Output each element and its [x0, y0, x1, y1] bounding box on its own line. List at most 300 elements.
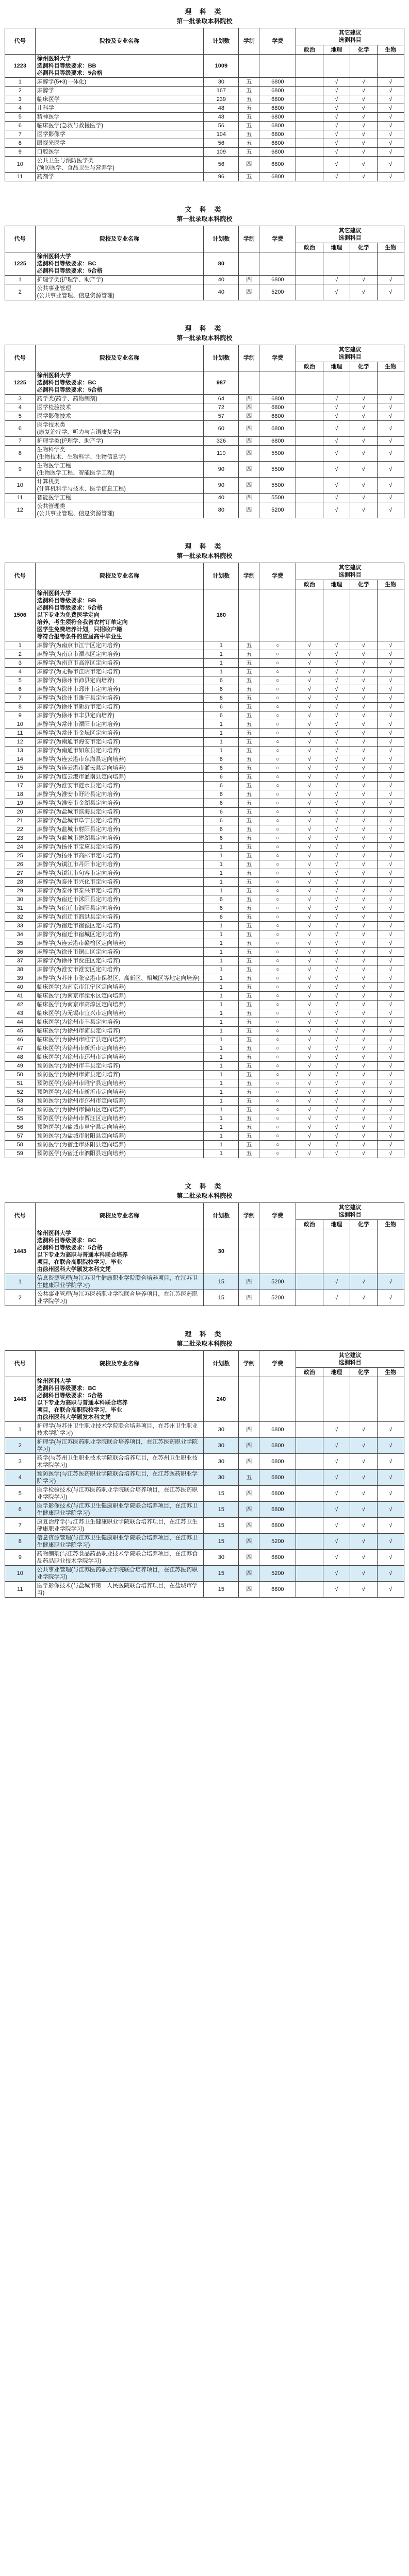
major-plan: 1	[204, 860, 239, 869]
major-no: 21	[5, 817, 36, 825]
subject-check: √	[350, 276, 377, 284]
major-plan: 1	[204, 887, 239, 895]
subject-check: √	[377, 869, 404, 878]
major-row	[5, 446, 404, 462]
subject-check: √	[296, 1132, 323, 1141]
subject-check: √	[323, 462, 350, 478]
subject-check: √	[323, 1486, 350, 1502]
major-no: 2	[5, 1290, 36, 1306]
subject-check: √	[350, 799, 377, 808]
major-fee: ○	[259, 878, 296, 887]
header-subject: 政治	[296, 45, 323, 55]
major-no: 4	[5, 403, 36, 412]
subject-check: √	[296, 755, 323, 764]
major-row	[5, 1062, 404, 1071]
subject-check	[296, 130, 323, 139]
category-title: 文 科 类	[185, 206, 224, 213]
subject-check: √	[377, 852, 404, 860]
subject-check: √	[296, 782, 323, 790]
subject-check: √	[350, 913, 377, 922]
subject-check: √	[377, 1027, 404, 1036]
subject-check: √	[323, 421, 350, 437]
school-plan: 240	[204, 1377, 239, 1422]
major-years: 五	[239, 148, 259, 157]
plan-table	[5, 28, 404, 181]
subject-check: √	[323, 1566, 350, 1582]
major-fee: ○	[259, 764, 296, 773]
major-no: 10	[5, 157, 36, 173]
subject-check: √	[296, 799, 323, 808]
subject-check	[296, 1290, 323, 1306]
subject-check: √	[350, 478, 377, 494]
major-fee: 6800	[259, 113, 296, 122]
school-plan: 30	[204, 1229, 239, 1274]
major-fee: 5200	[259, 1566, 296, 1582]
major-plan: 90	[204, 462, 239, 478]
header-subject: 化学	[350, 243, 377, 252]
header-other-bottom: 选测科目	[338, 572, 362, 578]
subject-check: √	[323, 790, 350, 799]
subject-check: √	[377, 659, 404, 668]
subject-check: √	[350, 1290, 377, 1306]
subject-check: √	[350, 729, 377, 738]
subject-check: √	[377, 1290, 404, 1306]
major-years: 五	[239, 676, 259, 685]
subject-check	[296, 478, 323, 494]
empty-cell	[377, 1377, 404, 1422]
subject-check: √	[377, 676, 404, 685]
subject-check: √	[323, 1502, 350, 1518]
batch-title: 第二批录取本科院校	[176, 1340, 233, 1347]
subject-check: √	[350, 711, 377, 720]
major-years: 四	[239, 284, 259, 300]
subject-check: √	[350, 694, 377, 703]
school-name	[35, 55, 204, 78]
header-other-bottom: 选测科目	[338, 235, 362, 241]
subject-check: √	[350, 1062, 377, 1071]
subject-check: √	[377, 1106, 404, 1114]
subject-check: √	[377, 437, 404, 446]
major-fee: ○	[259, 808, 296, 817]
subject-check: √	[296, 834, 323, 843]
major-years: 五	[239, 1088, 259, 1097]
major-years: 五	[239, 641, 259, 650]
subject-check: √	[323, 446, 350, 462]
subject-check: √	[377, 1009, 404, 1018]
major-plan: 15	[204, 1502, 239, 1518]
subject-check: √	[377, 1053, 404, 1062]
major-name: 护理学类(护理学、助产学)	[35, 437, 204, 446]
major-years: 五	[239, 1097, 259, 1106]
major-name: 麻醉学(为南通市如东县定向培养)	[35, 747, 204, 755]
subject-check: √	[323, 641, 350, 650]
major-no: 39	[5, 974, 36, 983]
subject-check: √	[350, 1018, 377, 1027]
plan-section	[5, 542, 404, 1158]
header-plan: 计划数	[204, 28, 239, 55]
major-fee: ○	[259, 1018, 296, 1027]
subject-check	[296, 403, 323, 412]
header-subject: 政治	[296, 243, 323, 252]
subject-check: √	[323, 834, 350, 843]
major-name: 医学影像学	[35, 130, 204, 139]
major-plan: 56	[204, 139, 239, 148]
major-fee: 6800	[259, 130, 296, 139]
major-plan: 1	[204, 1036, 239, 1044]
subject-check: √	[323, 1018, 350, 1027]
major-years: 五	[239, 729, 259, 738]
major-row	[5, 139, 404, 148]
subject-check: √	[296, 1062, 323, 1071]
major-years: 五	[239, 1079, 259, 1088]
subject-check: √	[377, 808, 404, 817]
major-years: 四	[239, 494, 259, 502]
major-name: 公共事业管理 (公共事业管理、信息资源管理)	[35, 284, 204, 300]
major-plan: 96	[204, 173, 239, 181]
major-name: 麻醉学(为徐州市沛县定向培养)	[35, 676, 204, 685]
subject-check: √	[377, 1071, 404, 1079]
subject-check: √	[377, 1502, 404, 1518]
major-plan: 6	[204, 773, 239, 782]
header-other	[296, 226, 404, 243]
header-subject: 地理	[323, 1368, 350, 1377]
subject-check: √	[323, 1290, 350, 1306]
school-code: 1225	[5, 252, 36, 276]
major-row	[5, 983, 404, 992]
major-plan: 48	[204, 113, 239, 122]
major-plan: 30	[204, 1422, 239, 1438]
major-plan: 15	[204, 1534, 239, 1550]
major-years: 四	[239, 1518, 259, 1534]
major-row	[5, 113, 404, 122]
major-row	[5, 494, 404, 502]
major-plan: 56	[204, 122, 239, 130]
header-name: 院校及专业名称	[35, 1351, 204, 1377]
subject-check: √	[296, 1053, 323, 1062]
major-name: 麻醉学(为南京市高淳区定向培养)	[35, 659, 204, 668]
subject-check: √	[296, 764, 323, 773]
major-plan: 6	[204, 711, 239, 720]
major-name: 麻醉学(为泰州市兴化市定向培养)	[35, 878, 204, 887]
header-subject: 地理	[323, 1220, 350, 1229]
school-name	[35, 589, 204, 641]
subject-check: √	[377, 1534, 404, 1550]
major-name: 护理学(与江苏医药职业学院联合培养项目，在江苏医药职业学院学习)	[35, 1438, 204, 1454]
major-name: 临床医学(为徐州市丰县定向培养)	[35, 1018, 204, 1027]
major-years: 五	[239, 974, 259, 983]
major-plan: 6	[204, 790, 239, 799]
header-other	[296, 28, 404, 45]
major-row	[5, 157, 404, 173]
major-no: 25	[5, 852, 36, 860]
major-plan: 6	[204, 764, 239, 773]
major-fee: ○	[259, 852, 296, 860]
major-years: 五	[239, 860, 259, 869]
empty-cell	[377, 55, 404, 78]
major-row	[5, 1486, 404, 1502]
subject-check: √	[377, 173, 404, 181]
subject-check: √	[296, 1097, 323, 1106]
subject-check: √	[323, 747, 350, 755]
major-no: 33	[5, 922, 36, 930]
subject-check: √	[323, 922, 350, 930]
major-name: 药剂学	[35, 173, 204, 181]
subject-check: √	[296, 1044, 323, 1053]
subject-check: √	[296, 904, 323, 913]
major-no: 14	[5, 755, 36, 764]
subject-check	[296, 494, 323, 502]
major-name: 生物科学类 (生物技术、生物科学、生物信息学)	[35, 446, 204, 462]
major-years: 五	[239, 939, 259, 948]
subject-check: √	[323, 948, 350, 957]
major-plan: 1	[204, 1027, 239, 1036]
header-subject: 生物	[377, 362, 404, 371]
major-name: 智能医学工程	[35, 494, 204, 502]
major-years: 四	[239, 446, 259, 462]
subject-check: √	[350, 173, 377, 181]
header-other-top: 其它建议	[338, 347, 362, 353]
major-fee: 5200	[259, 1534, 296, 1550]
major-years: 五	[239, 852, 259, 860]
batch-title: 第一批录取本科院校	[176, 18, 233, 25]
major-row	[5, 957, 404, 965]
major-plan: 6	[204, 703, 239, 711]
subject-check	[296, 1438, 323, 1454]
major-name: 麻醉学(为徐州市睢宁县定向培养)	[35, 694, 204, 703]
subject-check: √	[323, 1454, 350, 1470]
subject-check: √	[296, 694, 323, 703]
major-name: 麻醉学(为镇江市丹阳市定向培养)	[35, 860, 204, 869]
category-title: 理 科 类	[185, 325, 224, 332]
subject-check: √	[323, 412, 350, 421]
subject-check: √	[296, 1027, 323, 1036]
major-name: 临床医学(为徐州市沛县定向培养)	[35, 1027, 204, 1036]
major-plan: 326	[204, 437, 239, 446]
subject-check: √	[350, 403, 377, 412]
major-years: 四	[239, 403, 259, 412]
major-no: 5	[5, 676, 36, 685]
subject-check: √	[377, 87, 404, 95]
major-row	[5, 659, 404, 668]
major-name: 药学(与苏州卫生职业技术学院联合培养项目，在苏州卫生职业技术学院学习)	[35, 1454, 204, 1470]
major-name: 口腔医学	[35, 148, 204, 157]
subject-check: √	[323, 1582, 350, 1598]
major-plan: 1	[204, 1141, 239, 1149]
major-row	[5, 1123, 404, 1132]
subject-check: √	[350, 869, 377, 878]
subject-check	[296, 437, 323, 446]
major-no: 8	[5, 446, 36, 462]
subject-check: √	[323, 395, 350, 403]
subject-check: √	[323, 694, 350, 703]
major-fee: ○	[259, 817, 296, 825]
major-no: 11	[5, 1582, 36, 1598]
subject-check: √	[296, 685, 323, 694]
major-years: 五	[239, 720, 259, 729]
major-plan: 1	[204, 650, 239, 659]
major-fee: 6800	[259, 403, 296, 412]
school-row	[5, 589, 404, 641]
subject-check: √	[323, 930, 350, 939]
major-name: 麻醉学(为宿迁市沭阳县定向培养)	[35, 895, 204, 904]
major-years: 五	[239, 1141, 259, 1149]
header-fee: 学费	[259, 563, 296, 589]
major-no: 48	[5, 1053, 36, 1062]
subject-check: √	[323, 1027, 350, 1036]
subject-check: √	[296, 913, 323, 922]
admission-plan-document	[5, 0, 404, 1598]
major-years: 五	[239, 808, 259, 817]
subject-check: √	[323, 1534, 350, 1550]
major-years: 四	[239, 412, 259, 421]
major-no: 40	[5, 983, 36, 992]
major-fee: 5500	[259, 478, 296, 494]
empty-cell	[259, 252, 296, 276]
major-row	[5, 284, 404, 300]
subject-check: √	[296, 747, 323, 755]
subject-check: √	[350, 421, 377, 437]
school-name-line: 徐州医科大学	[37, 372, 71, 379]
empty-cell	[350, 589, 377, 641]
major-row	[5, 1566, 404, 1582]
major-plan: 6	[204, 694, 239, 703]
school-name-line: 以下专业为免费医学定向	[37, 612, 100, 618]
major-plan: 1	[204, 957, 239, 965]
major-name: 临床医学(为南京市江宁区定向培养)	[35, 983, 204, 992]
major-years: 五	[239, 895, 259, 904]
subject-check: √	[377, 939, 404, 948]
major-name: 临床医学(急救与救援医学)	[35, 122, 204, 130]
major-plan: 15	[204, 1518, 239, 1534]
major-row	[5, 773, 404, 782]
subject-check: √	[296, 957, 323, 965]
major-fee: ○	[259, 1132, 296, 1141]
major-fee: ○	[259, 799, 296, 808]
major-row	[5, 1001, 404, 1009]
major-name: 医学影像技术(与盐城市第一人民医院联合培养项目，在盐城市学习)	[35, 1582, 204, 1598]
subject-check: √	[377, 694, 404, 703]
major-plan: 15	[204, 1274, 239, 1290]
category-title: 理 科 类	[185, 1330, 224, 1338]
major-row	[5, 685, 404, 694]
subject-check	[296, 104, 323, 113]
major-fee: 6800	[259, 95, 296, 104]
subject-check: √	[323, 965, 350, 974]
major-fee: 6800	[259, 412, 296, 421]
subject-check: √	[377, 1274, 404, 1290]
subject-check: √	[323, 957, 350, 965]
major-row	[5, 95, 404, 104]
major-no: 42	[5, 1001, 36, 1009]
major-name: 信息资源管理(与江苏卫生健康职业学院联合培养项目，在江苏卫生健康职业学院学习)	[35, 1274, 204, 1290]
major-name: 麻醉学(为徐州市丰县定向培养)	[35, 711, 204, 720]
header-subject: 地理	[323, 362, 350, 371]
major-row	[5, 755, 404, 764]
subject-check: √	[350, 773, 377, 782]
subject-check: √	[377, 1062, 404, 1071]
subject-check: √	[323, 782, 350, 790]
major-no: 11	[5, 729, 36, 738]
major-row	[5, 913, 404, 922]
subject-check	[296, 412, 323, 421]
subject-check: √	[323, 1001, 350, 1009]
major-no: 58	[5, 1141, 36, 1149]
school-name-line: 徐州医科大学	[37, 590, 71, 597]
subject-check: √	[377, 462, 404, 478]
major-no: 34	[5, 930, 36, 939]
subject-check: √	[350, 1009, 377, 1018]
subject-check	[296, 1550, 323, 1566]
major-name: 公共事业管理(与江苏医药职业学院联合培养项目，在江苏医药职业学院学习)	[35, 1566, 204, 1582]
subject-check: √	[323, 668, 350, 676]
major-name: 预防医学(为徐州市铜山区定向培养)	[35, 1106, 204, 1114]
subject-check: √	[377, 817, 404, 825]
major-plan: 6	[204, 676, 239, 685]
subject-check: √	[323, 1036, 350, 1044]
header-fee: 学费	[259, 28, 296, 55]
header-other-bottom: 选测科目	[338, 1212, 362, 1218]
empty-cell	[350, 252, 377, 276]
major-no: 4	[5, 668, 36, 676]
major-fee: ○	[259, 711, 296, 720]
major-no: 59	[5, 1149, 36, 1158]
major-plan: 30	[204, 1438, 239, 1454]
subject-check: √	[323, 685, 350, 694]
school-name-line: 项目，在联合高职院校学习，毕业	[37, 1407, 122, 1413]
subject-check: √	[350, 1027, 377, 1036]
subject-check: √	[323, 1141, 350, 1149]
school-row	[5, 1377, 404, 1422]
major-name: 麻醉学(为镇江市句容市定向培养)	[35, 869, 204, 878]
subject-check	[296, 1566, 323, 1582]
major-name: 麻醉学(为徐州市铜山区定向培养)	[35, 948, 204, 957]
major-years: 五	[239, 1071, 259, 1079]
subject-check: √	[350, 685, 377, 694]
empty-cell	[239, 252, 259, 276]
school-name	[35, 1229, 204, 1274]
major-years: 五	[239, 1027, 259, 1036]
major-years: 四	[239, 395, 259, 403]
major-row	[5, 869, 404, 878]
header-subject: 化学	[350, 580, 377, 589]
header-subject: 地理	[323, 45, 350, 55]
subject-check: √	[350, 1132, 377, 1141]
header-other-top: 其它建议	[338, 1205, 362, 1211]
subject-check: √	[323, 738, 350, 747]
major-row	[5, 104, 404, 113]
major-name: 儿科学	[35, 104, 204, 113]
subject-check: √	[377, 412, 404, 421]
subject-check: √	[350, 157, 377, 173]
major-row	[5, 1071, 404, 1079]
major-row	[5, 437, 404, 446]
major-no: 9	[5, 1550, 36, 1566]
school-row	[5, 252, 404, 276]
major-row	[5, 878, 404, 887]
major-years: 五	[239, 747, 259, 755]
subject-check: √	[377, 843, 404, 852]
major-name: 麻醉学(为盐城市建湖县定向培养)	[35, 834, 204, 843]
major-no: 8	[5, 139, 36, 148]
subject-check: √	[350, 904, 377, 913]
major-years: 五	[239, 799, 259, 808]
major-row	[5, 790, 404, 799]
plan-section	[5, 1330, 404, 1598]
subject-check: √	[296, 860, 323, 869]
major-no: 7	[5, 437, 36, 446]
major-no: 52	[5, 1088, 36, 1097]
major-no: 55	[5, 1114, 36, 1123]
